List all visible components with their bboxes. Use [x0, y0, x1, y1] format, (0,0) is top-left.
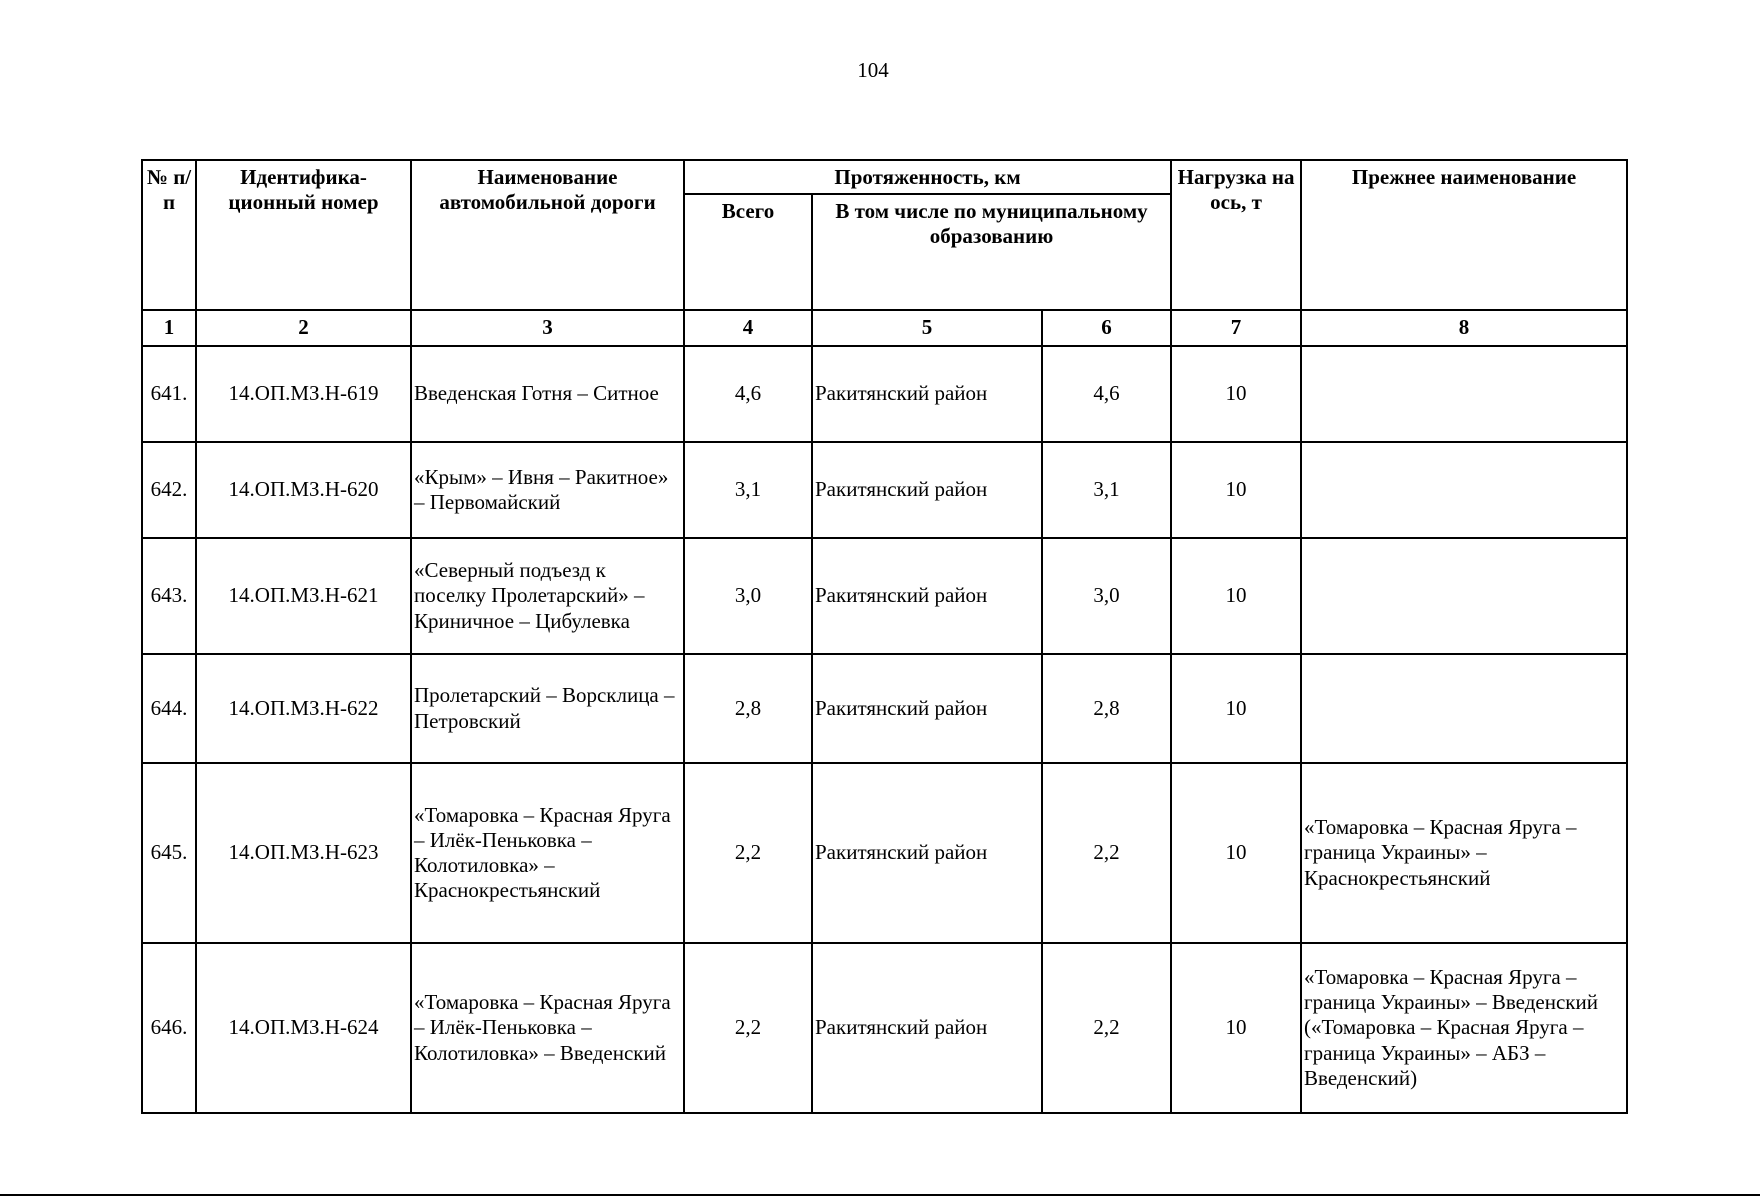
header-load: Нагрузка на ось, т	[1171, 160, 1301, 310]
table-row	[142, 346, 1627, 442]
district: Ракитянский район	[812, 763, 1042, 943]
axle-load: 10	[1171, 943, 1301, 1113]
header-prev-name: Прежнее наименование	[1301, 160, 1627, 310]
row-num: 643.	[142, 538, 196, 654]
district: Ракитянский район	[812, 442, 1042, 538]
road-id: 14.ОП.МЗ.Н-623	[196, 763, 411, 943]
district-length: 2,2	[1042, 763, 1171, 943]
district: Ракитянский район	[812, 346, 1042, 442]
road-id: 14.ОП.МЗ.Н-619	[196, 346, 411, 442]
district-length: 4,6	[1042, 346, 1171, 442]
road-id: 14.ОП.МЗ.Н-621	[196, 538, 411, 654]
axle-load: 10	[1171, 346, 1301, 442]
previous-name: «Томаровка – Красная Яруга – граница Украины» – Введенский («Томаровка – Красная Яруга – граница Украины» – АБЗ – Введенский)	[1301, 943, 1627, 1113]
length-total: 2,8	[684, 654, 812, 763]
row-num: 641.	[142, 346, 196, 442]
district: Ракитянский район	[812, 654, 1042, 763]
district-length: 3,0	[1042, 538, 1171, 654]
road-name: «Томаровка – Красная Яруга – Илёк-Пеньковка – Колотиловка» – Введенский	[411, 943, 684, 1113]
axle-load: 10	[1171, 538, 1301, 654]
header-length: Протяженность, км	[684, 160, 1171, 194]
column-numbers-row	[142, 310, 1627, 346]
district-length: 3,1	[1042, 442, 1171, 538]
table-row	[142, 763, 1627, 943]
road-name: «Крым» – Ивня – Ракитное» – Первомайский	[411, 442, 684, 538]
header-id: Идентифика-ционный номер	[196, 160, 411, 310]
column-number: 4	[684, 310, 812, 346]
road-name: Введенская Готня – Ситное	[411, 346, 684, 442]
column-number: 2	[196, 310, 411, 346]
previous-name	[1301, 654, 1627, 763]
axle-load: 10	[1171, 763, 1301, 943]
column-number: 1	[142, 310, 196, 346]
previous-name	[1301, 442, 1627, 538]
road-name: «Северный подъезд к поселку Пролетарский» – Криничное – Цибулевка	[411, 538, 684, 654]
row-num: 645.	[142, 763, 196, 943]
road-name: «Томаровка – Красная Яруга – Илёк-Пеньковка – Колотиловка» – Краснокрестьянский	[411, 763, 684, 943]
page-bottom-rule	[0, 1194, 1760, 1196]
row-num: 642.	[142, 442, 196, 538]
district: Ракитянский район	[812, 538, 1042, 654]
row-num: 644.	[142, 654, 196, 763]
table-row	[142, 442, 1627, 538]
length-total: 2,2	[684, 943, 812, 1113]
district: Ракитянский район	[812, 943, 1042, 1113]
header-total: Всего	[684, 194, 812, 310]
table-row	[142, 943, 1627, 1113]
length-total: 2,2	[684, 763, 812, 943]
column-number: 5	[812, 310, 1042, 346]
road-id: 14.ОП.МЗ.Н-622	[196, 654, 411, 763]
column-number: 8	[1301, 310, 1627, 346]
previous-name	[1301, 346, 1627, 442]
district-length: 2,8	[1042, 654, 1171, 763]
page-number: 104	[857, 58, 889, 82]
roads-table	[141, 159, 1628, 1114]
table-row	[142, 654, 1627, 763]
axle-load: 10	[1171, 442, 1301, 538]
table-row	[142, 538, 1627, 654]
road-id: 14.ОП.МЗ.Н-620	[196, 442, 411, 538]
axle-load: 10	[1171, 654, 1301, 763]
length-total: 3,1	[684, 442, 812, 538]
header-name: Наименование автомобильной дороги	[411, 160, 684, 310]
header-num: № п/п	[142, 160, 196, 310]
column-number: 7	[1171, 310, 1301, 346]
column-number: 3	[411, 310, 684, 346]
road-id: 14.ОП.МЗ.Н-624	[196, 943, 411, 1113]
header-including: В том числе по муниципальному образованию	[812, 194, 1171, 310]
previous-name	[1301, 538, 1627, 654]
length-total: 3,0	[684, 538, 812, 654]
column-number: 6	[1042, 310, 1171, 346]
district-length: 2,2	[1042, 943, 1171, 1113]
length-total: 4,6	[684, 346, 812, 442]
road-name: Пролетарский – Ворсклица – Петровский	[411, 654, 684, 763]
row-num: 646.	[142, 943, 196, 1113]
previous-name: «Томаровка – Красная Яруга – граница Украины» – Краснокрестьянский	[1301, 763, 1627, 943]
